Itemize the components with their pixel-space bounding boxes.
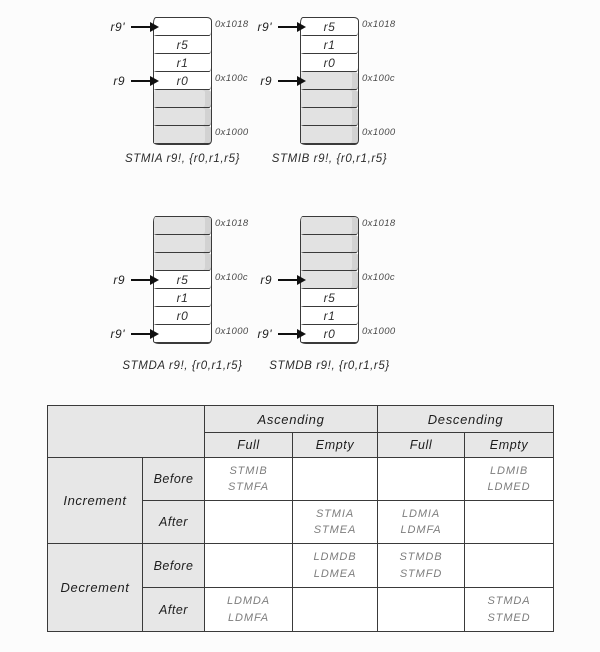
memory-cell — [154, 54, 211, 72]
memory-box — [257, 17, 396, 145]
register-label: r1 — [323, 308, 336, 323]
memory-cell — [154, 253, 211, 271]
address-label: 0x100c — [215, 73, 249, 84]
register-label: r5 — [176, 272, 189, 287]
arrow-icon — [278, 279, 298, 282]
column-subheader: Empty — [293, 433, 378, 458]
register-label: r5 — [323, 290, 336, 305]
memory-cell — [154, 235, 211, 253]
memory-cell — [301, 54, 358, 72]
mnemonic: STMFA — [228, 481, 269, 493]
mnemonic: LDMED — [487, 481, 531, 493]
memory-cell — [154, 126, 211, 144]
register-pointer — [260, 72, 298, 90]
memory-box — [110, 17, 249, 145]
memory-box — [257, 216, 396, 344]
address-label: 0x1000 — [215, 127, 249, 138]
memory-diagram-stmda — [110, 216, 249, 372]
arrow-icon — [278, 26, 298, 29]
address-label: 0x1018 — [215, 218, 249, 229]
column-subheader: Full — [378, 433, 465, 458]
pointer-label: r9 — [113, 273, 125, 287]
register-pointer — [113, 72, 151, 90]
mnemonic: STMDA — [487, 595, 531, 607]
address-label: 0x1000 — [215, 326, 249, 337]
memory-cell — [301, 72, 358, 90]
diagram-caption: STMDA r9!, {r0,r1,r5} — [122, 360, 243, 372]
memory-box — [110, 216, 249, 344]
register-label: r1 — [323, 37, 336, 52]
mnemonic: LDMEA — [313, 567, 357, 580]
mnemonic: LDMIA — [401, 507, 441, 520]
mnemonic: STMIB — [229, 464, 268, 477]
arrow-icon — [278, 333, 298, 336]
arrow-icon — [131, 279, 151, 282]
diagram-caption: STMIB r9!, {r0,r1,r5} — [271, 153, 388, 165]
register-pointer — [113, 271, 151, 289]
register-pointer — [260, 271, 298, 289]
memory-cell — [154, 325, 211, 343]
pointer-label: r9' — [257, 327, 272, 341]
column-group-ascending: Ascending — [205, 406, 378, 433]
column-subheader: Full — [205, 433, 293, 458]
mnemonic: LDMFA — [400, 524, 442, 536]
mnemonic: STMEA — [313, 524, 357, 536]
memory-cell — [301, 217, 358, 235]
mnemonic-cell — [465, 544, 554, 588]
mnemonic-cell — [378, 544, 465, 588]
memory-cell — [301, 36, 358, 54]
register-label: r1 — [176, 290, 189, 305]
table-corner-cell — [48, 406, 205, 458]
memory-diagram-stmia — [110, 17, 249, 165]
phase-label: Before — [143, 544, 205, 588]
phase-label: After — [143, 501, 205, 544]
mnemonic-cell — [205, 501, 293, 544]
memory-cell — [301, 108, 358, 126]
memory-cell — [154, 271, 211, 289]
mnemonic: STMFD — [399, 567, 443, 580]
mnemonic: STMIA — [315, 507, 355, 520]
memory-cell — [301, 126, 358, 144]
row-group-label: Decrement — [48, 544, 143, 632]
memory-cell — [301, 90, 358, 108]
mnemonic-cell — [293, 501, 378, 544]
mnemonic-cell — [205, 588, 293, 632]
memory-cell — [301, 325, 358, 343]
phase-label: Before — [143, 458, 205, 501]
mnemonic-cell — [293, 544, 378, 588]
phase-label: After — [143, 588, 205, 632]
pointer-label: r9 — [113, 74, 125, 88]
address-label: 0x1018 — [362, 19, 396, 30]
pointer-label: r9 — [260, 273, 272, 287]
mnemonic: LDMFA — [228, 611, 269, 624]
mnemonic-cell — [293, 588, 378, 632]
mnemonic: STMDB — [399, 551, 443, 563]
mnemonic-cell — [378, 588, 465, 632]
mnemonic: STMED — [487, 611, 531, 624]
memory-diagram-stmdb — [257, 216, 396, 372]
register-pointer — [111, 325, 151, 343]
register-label: r5 — [323, 19, 336, 34]
mnemonic-cell — [293, 458, 378, 501]
memory-cell — [301, 235, 358, 253]
mnemonic-cell — [378, 501, 465, 544]
pointer-label: r9' — [257, 20, 272, 34]
pointer-label: r9' — [110, 20, 125, 34]
memory-cell — [154, 36, 211, 54]
register-label: r1 — [176, 55, 189, 70]
memory-cell — [154, 217, 211, 235]
mnemonic-cell — [205, 544, 293, 588]
memory-cell — [301, 307, 358, 325]
memory-diagram-stmib — [257, 17, 396, 165]
memory-cell — [154, 72, 211, 90]
arrow-icon — [278, 80, 298, 83]
diagram-caption: STMDB r9!, {r0,r1,r5} — [269, 360, 390, 372]
memory-cell — [154, 307, 211, 325]
pointer-label: r9 — [260, 74, 272, 88]
diagram-caption: STMIA r9!, {r0,r1,r5} — [124, 153, 241, 165]
memory-cell — [301, 289, 358, 307]
memory-cell — [301, 18, 358, 36]
row-group-label: Increment — [48, 458, 143, 544]
arrow-icon — [131, 333, 151, 336]
mnemonic-cell — [378, 458, 465, 501]
mnemonic-cell — [465, 588, 554, 632]
memory-cell — [154, 108, 211, 126]
addressing-modes-table — [47, 405, 554, 632]
address-label: 0x100c — [215, 272, 249, 283]
address-label: 0x1000 — [362, 127, 396, 138]
register-pointer — [258, 18, 298, 36]
register-label: r0 — [323, 326, 336, 341]
register-label: r5 — [176, 37, 189, 52]
pointer-label: r9' — [110, 327, 125, 341]
memory-cell — [154, 90, 211, 108]
register-label: r0 — [176, 308, 189, 323]
mnemonic: LDMDA — [226, 595, 270, 607]
address-label: 0x100c — [362, 272, 396, 283]
register-label: r0 — [323, 55, 336, 70]
memory-cell — [154, 289, 211, 307]
column-subheader: Empty — [465, 433, 554, 458]
register-label: r0 — [176, 73, 189, 88]
arrow-icon — [131, 26, 151, 29]
address-label: 0x1018 — [215, 19, 249, 30]
column-group-descending: Descending — [378, 406, 554, 433]
memory-cell — [154, 18, 211, 36]
address-label: 0x1018 — [362, 218, 396, 229]
mnemonic-cell — [465, 458, 554, 501]
mnemonic-cell — [205, 458, 293, 501]
address-label: 0x1000 — [362, 326, 396, 337]
register-pointer — [258, 325, 298, 343]
register-pointer — [111, 18, 151, 36]
memory-cell — [301, 271, 358, 289]
mnemonic: LDMIB — [489, 464, 529, 477]
mnemonic-cell — [465, 501, 554, 544]
address-label: 0x100c — [362, 73, 396, 84]
arrow-icon — [131, 80, 151, 83]
memory-cell — [301, 253, 358, 271]
mnemonic: LDMDB — [313, 551, 357, 563]
